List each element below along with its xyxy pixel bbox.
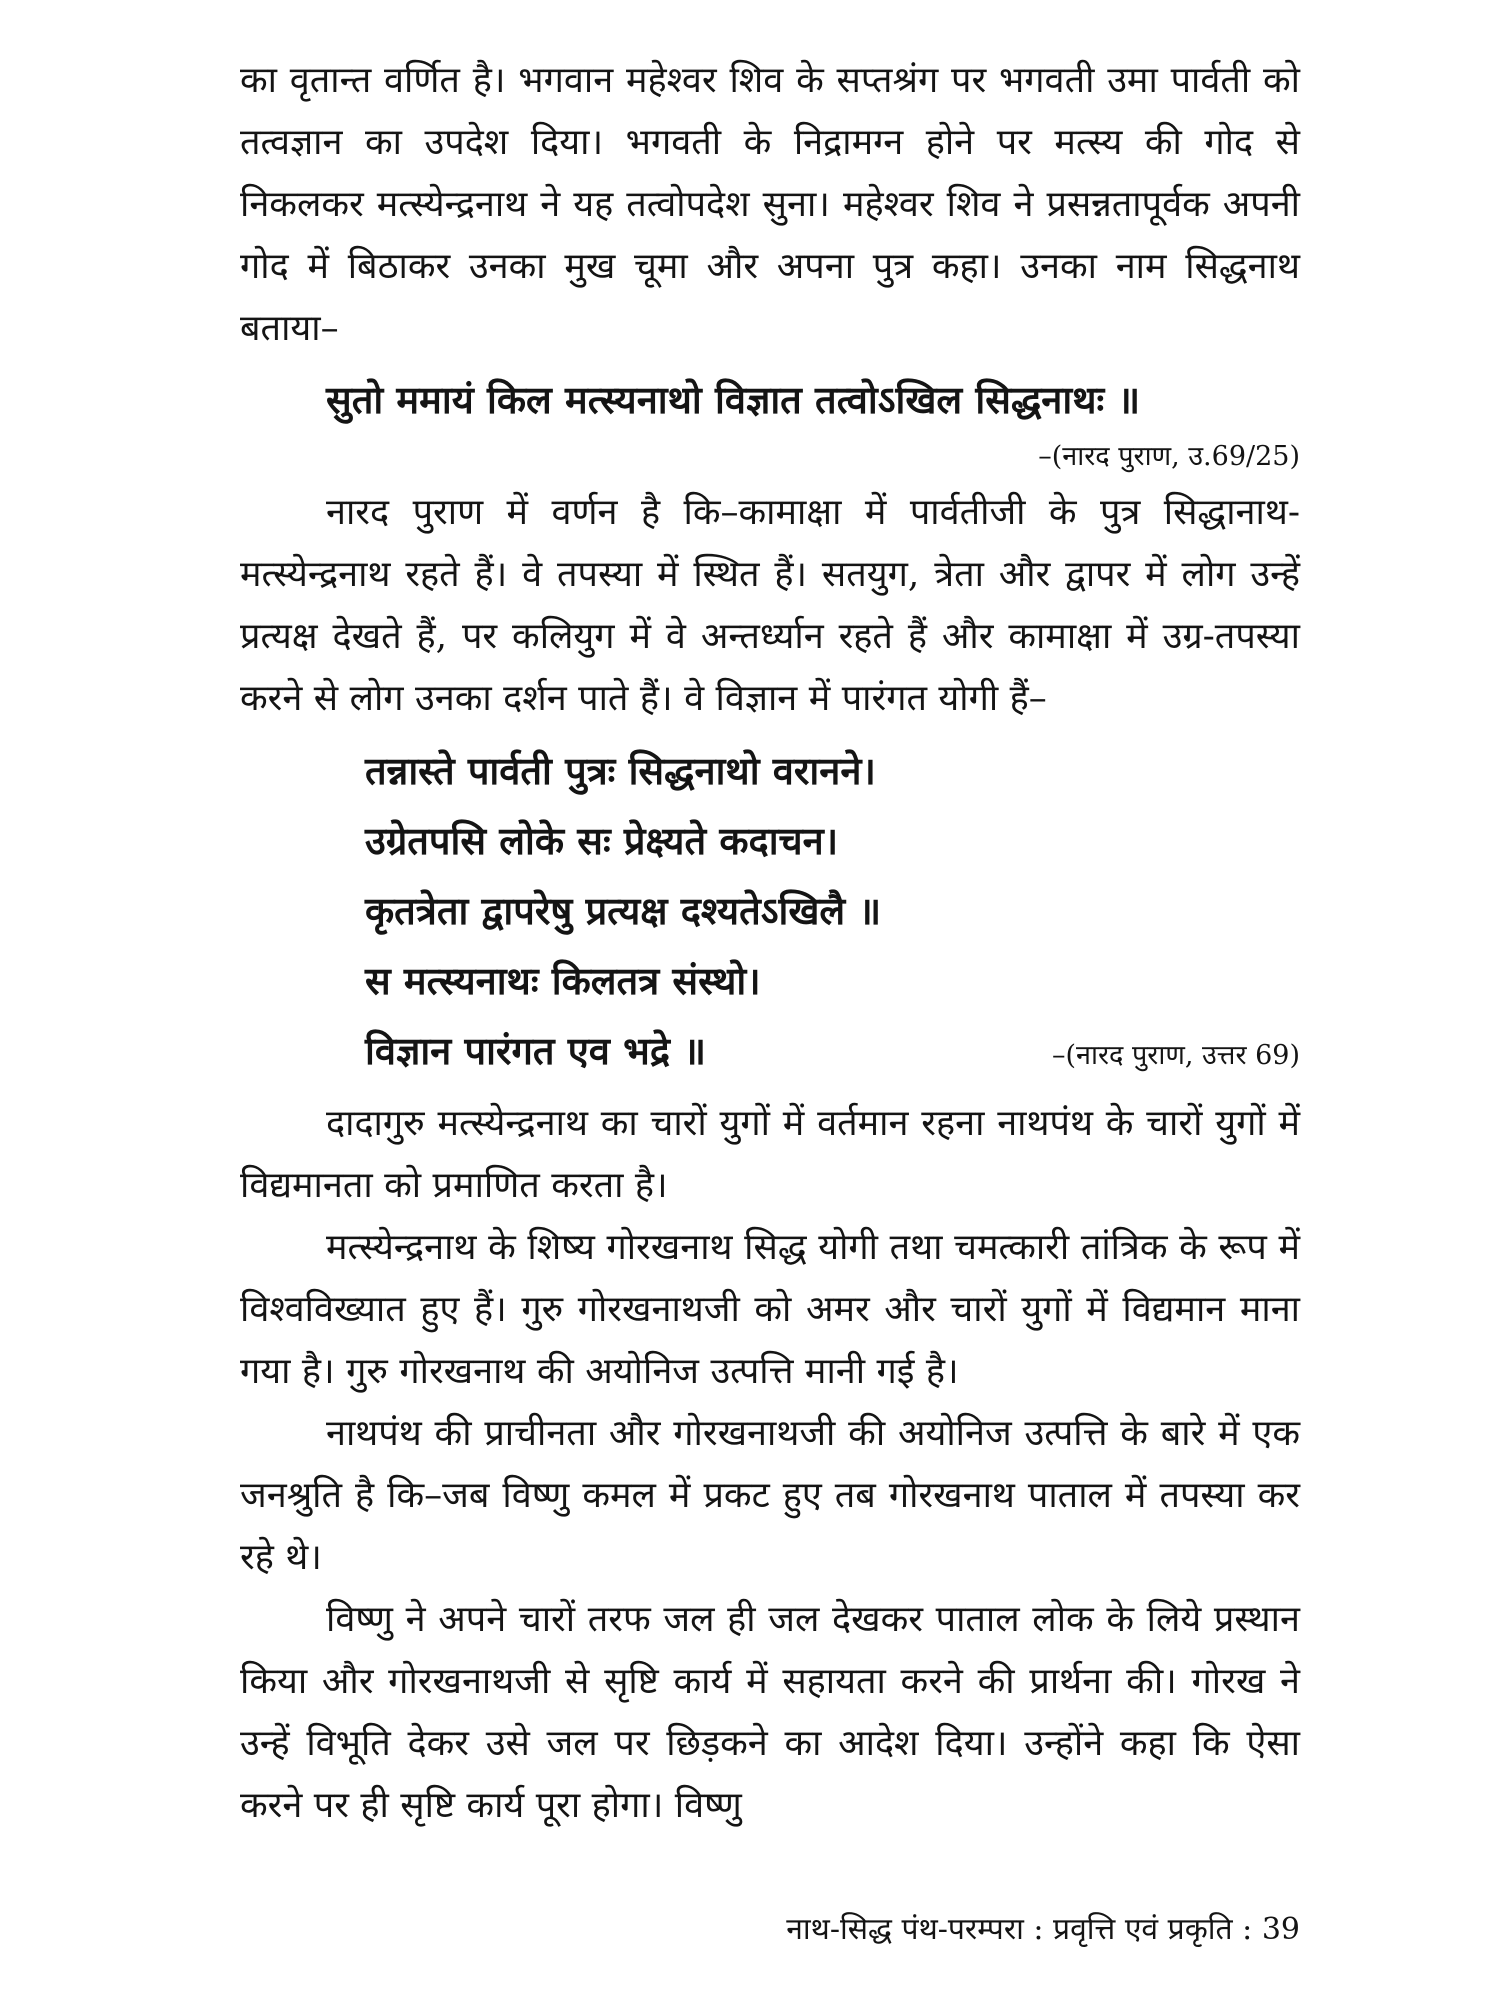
verse-2-line: कृतत्रेता द्वापरेषु प्रत्यक्ष दश्यतेऽखिलै ॥ [365, 889, 882, 933]
verse-2-line: विज्ञान पारंगत एव भद्रे ॥ [365, 1029, 706, 1073]
book-page [240, 50, 1300, 1970]
running-title: नाथ-सिद्ध पंथ-परम्परा : प्रवृत्ति एवं प्रकृति [786, 1912, 1233, 1947]
verse-2-line: तन्नास्ते पार्वती पुत्रः सिद्धनाथो वरानने। [365, 749, 876, 793]
sanskrit-verse-1: सुतो ममायं किल मत्स्यनाथो विज्ञात तत्वोऽखिल सिद्धनाथः ॥ [326, 378, 1141, 422]
paragraph-3: दादागुरु मत्स्येन्द्रनाथ का चारों युगों में वर्तमान रहना नाथपंथ के चारों युगों में विद्यमानता को प्रमाणित करता है। [240, 1103, 1300, 1206]
paragraph-2: नारद पुराण में वर्णन है कि–कामाक्षा में पार्वतीजी के पुत्र सिद्धानाथ-मत्स्येन्द्रनाथ रहते हैं। वे तपस्या में स्थित हैं। सतयुग, त्रेता और द्वापर में लोग उन्हें प्रत्यक्ष देखते हैं, पर कलियुग में वे अन्तर्ध्यान रहते हैं और कामाक्षा में उग्र-तपस्या करने से लोग उनका दर्शन पाते हैं। वे विज्ञान में पारंगत योगी हैं– [240, 492, 1300, 719]
page-number: 39 [1261, 1912, 1300, 1947]
verse-2-citation: –(नारद पुराण, उत्तर 69) [1051, 1040, 1300, 1071]
paragraph-6: विष्णु ने अपने चारों तरफ जल ही जल देखकर पाताल लोक के लिये प्रस्थान किया और गोरखनाथजी से सृष्टि कार्य में सहायता करने की प्रार्थना की। गोरख ने उन्हें विभूति देकर उसे जल पर छिड़कने का आदेश दिया। उन्होंने कहा कि ऐसा करने पर ही सृष्टि कार्य पूरा होगा। विष्णु [240, 1599, 1300, 1826]
verse-2-line: उग्रेतपसि लोके सः प्रेक्ष्यते कदाचन। [365, 819, 839, 863]
verse-1-citation: –(नारद पुराण, उ.69/25) [1038, 441, 1300, 472]
paragraph-1: का वृतान्त वर्णित है। भगवान महेश्वर शिव के सप्तश्रंग पर भगवती उमा पार्वती को तत्वज्ञान का उपदेश दिया। भगवती के निद्रामग्न होने पर मत्स्य की गोद से निकलकर मत्स्येन्द्रनाथ ने यह तत्वोपदेश सुना। महेश्वर शिव ने प्रसन्नतापूर्वक अपनी गोद में बिठाकर उनका मुख चूमा और अपना पुत्र कहा। उनका नाम सिद्धनाथ बताया– [240, 60, 1300, 349]
verse-2-line: स मत्स्यनाथः किलतत्र संस्थो। [365, 959, 761, 1003]
sanskrit-verse-2 [240, 736, 1300, 1091]
page-footer [786, 1910, 1300, 1950]
verse-2-last-row [365, 1016, 1300, 1091]
footer-separator: : [1242, 1912, 1253, 1947]
paragraph-4: मत्स्येन्द्रनाथ के शिष्य गोरखनाथ सिद्ध योगी तथा चमत्कारी तांत्रिक के रूप में विश्वविख्यात हुए हैं। गुरु गोरखनाथजी को अमर और चारों युगों में विद्यमान माना गया है। गुरु गोरखनाथ की अयोनिज उत्पत्ति मानी गई है। [240, 1227, 1300, 1392]
paragraph-5: नाथपंथ की प्राचीनता और गोरखनाथजी की अयोनिज उत्पत्ति के बारे में एक जनश्रुति है कि–जब विष्णु कमल में प्रकट हुए तब गोरखनाथ पाताल में तपस्या कर रहे थे। [240, 1413, 1300, 1578]
